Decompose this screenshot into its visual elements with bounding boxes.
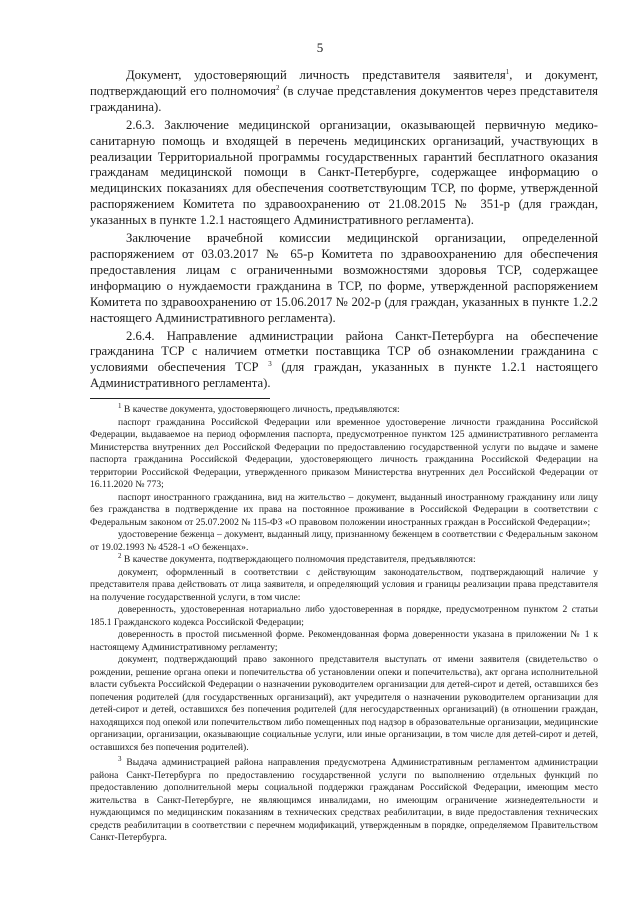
page-number: 5 [316, 40, 324, 55]
footnote-1-intro [90, 401, 598, 417]
paragraph-text: Документ, удостоверяющий личность представителя заявителя [126, 68, 506, 82]
footnote-text: В качестве документа, удостоверяющего личность, предъявляются: [121, 404, 400, 415]
footnote-mark-3: 3 [118, 754, 122, 763]
footnote-mark-2: 2 [118, 551, 122, 560]
footnote-3 [90, 754, 598, 845]
paragraph-text: (для граждан, указанных в пункте 1.2.1 настоящего Административного регламента). [90, 360, 598, 391]
footnote-2-document: документ, оформленный в соответствии с действующим законодательством, подтверждающий наличие у представителя права действовать от лица заявителя, и определяющий условия и границы реализации права представителя на получение государственной услуги, в том числе: [90, 566, 598, 603]
footnote-1-passport: паспорт гражданина Российской Федерации или временное удостоверение личности гражданина Российской Федерации, выдаваемое на период оформления паспорта, предусмотренное пунктом 125 административного регламента Министерства внутренних дел Российской Федерации по предоставлению государственной услуги по выдаче и замене паспорта гражданина Российской Федерации, удостоверяющего личность гражданина Российской Федерации на территории Российской Федерации, утвержденного приказом Министерства внутренних дел Российской Федерации от 16.11.2020 № 773; [90, 416, 598, 490]
footnote-ref-2: 2 [276, 83, 280, 92]
footnote-2-legal-representative: документ, подтверждающий право законного представителя выступать от имени заявителя (свидетельство о рождении, решение органа опеки и попечительства об установлении опеки и попечительства), акт органа исполнительной власти субъекта Российской Федерации о назначении руководителем организации для детей-сирот и детей, оставшихся без попечения родителей (для государственных организаций), акт учредителя о назначении руководителем организации для детей-сирот и детей, оставшихся без попечения родителей (для негосударственных организаций) (в отношении граждан, находящихся под опекой или попечительством либо помещенных под надзор в образовательные организации, медицинские организации, организации, оказывающие социальные услуги, или иные организации, в том числе для детей-сирот и детей, оставшихся без попечения родителей). [90, 654, 598, 753]
paragraph-text: (в случае представления документов через представителя гражданина). [90, 83, 598, 114]
footnote-mark-1: 1 [118, 401, 122, 410]
paragraph-2-6-3: 2.6.3. Заключение медицинской организации, оказывающей первичную медико-санитарную помощь и входящей в перечень медицинских организаций, участвующих в реализации Территориальной программы государственных гарантий бесплатного оказания гражданам медицинской помощи в Санкт-Петербурге, содержащее информацию о медицинских показаниях для обеспечения соответствующим ТСР, по форме, утвержденной распоряжением Комитета по здравоохранению от 21.08.2015 № 351-р (для граждан, указанных в пункте 1.2.1 настоящего Административного регламента). [90, 117, 598, 228]
footnote-1-foreign-passport: паспорт иностранного гражданина, вид на жительство – документ, выданный иностранному гражданину или лицу без гражданства в подтверждение их права на постоянное проживание в Российской Федерации в соответствии с Федеральным законом от 25.07.2002 № 115-ФЗ «О правовом положении иностранных граждан в Российской Федерации»; [90, 491, 598, 528]
footnote-text: В качестве документа, подтверждающего полномочия представителя, предъявляются: [121, 554, 476, 565]
paragraph-2-6-4 [90, 329, 598, 393]
paragraph-text: 2.6.4. Направление администрации района Санкт-Петербурга на обеспечение гражданина ТСР с наличием отметки поставщика ТСР об ознакомлении гражданина с условиями обеспечения ТСР [90, 328, 598, 375]
paragraph-text: , и документ, подтверждающий его полномочия [90, 68, 599, 98]
footnote-2-notary: доверенность, удостоверенная нотариально либо удостоверенная в порядке, предусмотренном пунктом 2 статьи 185.1 Гражданского кодекса Российской Федерации; [90, 604, 598, 628]
footnote-text: Выдача администрацией района направления предусмотрена Административным регламентом администрации района Санкт-Петербурга по предоставлению государственной услуги по выполнению отдельных функций по предоставлению дополнительной меры социальной поддержки гражданам Российской Федерации, имеющим место жительства в Санкт-Петербурге, не являющимся инвалидами, но имеющим ограничение жизнедеятельности и нуждающимся по медицинским показаниям в технических средствах реабилитации, в виде предоставления технических средств реабилитации в соответствии с перечнем модификаций, утвержденным в порядке, определяемом Правительством Санкт-Петербурга. [90, 757, 598, 843]
footnote-ref-3: 3 [268, 360, 272, 369]
footnotes [90, 401, 598, 845]
footnote-2-intro [90, 551, 598, 567]
footnote-2-simple-form: доверенность в простой письменной форме. Рекомендованная форма доверенности указана в приложении № 1 к настоящему Административному регламенту; [90, 629, 598, 653]
paragraph-representative-document [90, 68, 598, 116]
footnote-1-refugee: удостоверение беженца – документ, выданный лицу, признанному беженцем в соответствии с Федеральным законом от 19.02.1993 № 4528-1 «О беженцах». [90, 529, 598, 553]
footnote-ref-1: 1 [505, 67, 510, 76]
footnote-divider [90, 398, 270, 399]
paragraph-commission-conclusion: Заключение врачебной комиссии медицинской организации, определенной распоряжением от 03.03.2017 № 65-р Комитета по здравоохранению для обеспечения предоставления лицам с ограниченными возможностями здоровья ТСР, содержащее информацию о нуждаемости гражданина в ТСР, по форме, утвержденной распоряжением Комитета по здравоохранению от 15.06.2017 № 202-р (для граждан, указанных в пункте 1.2.2 настоящего Административного регламента). [90, 231, 598, 325]
main-body [90, 68, 598, 392]
